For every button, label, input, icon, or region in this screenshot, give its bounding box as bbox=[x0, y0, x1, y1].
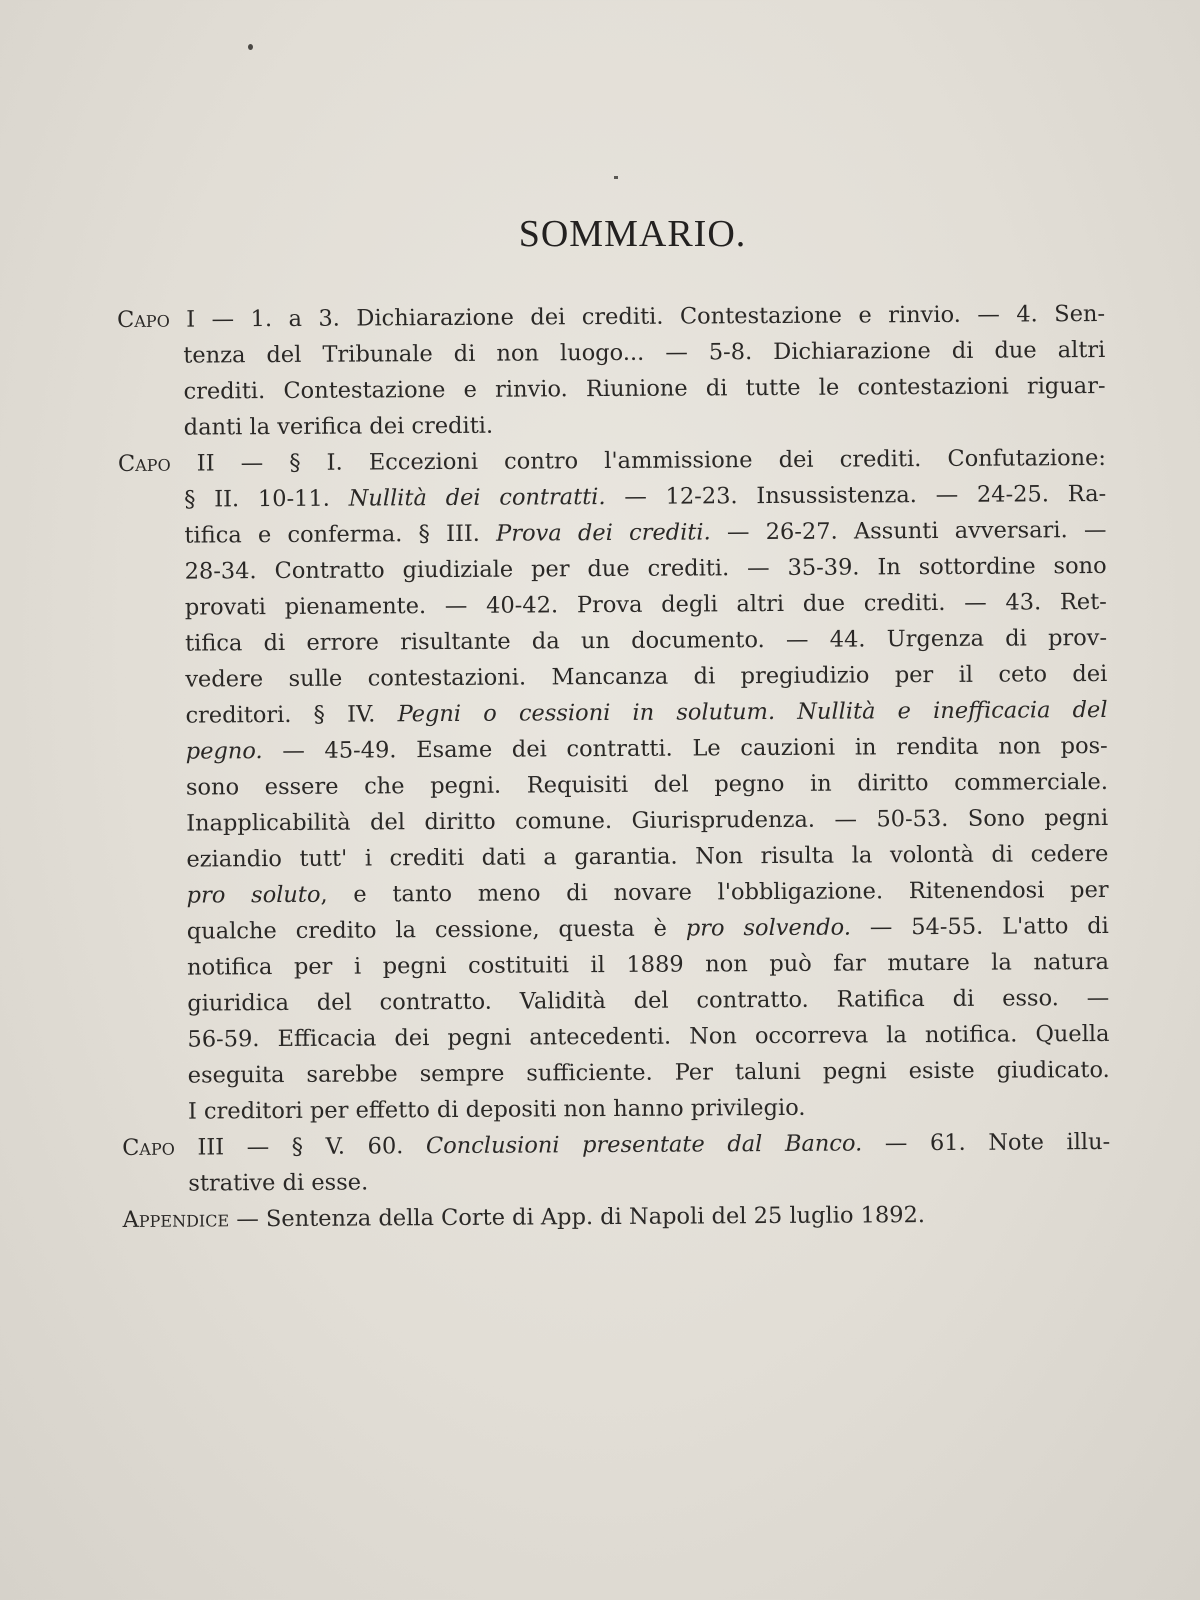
summary-text: — Sentenza della Corte di App. di Napoli del 25 luglio 1892. bbox=[229, 1202, 926, 1233]
summary-line bbox=[119, 656, 1107, 698]
summary-line bbox=[122, 1124, 1110, 1166]
summary-line bbox=[120, 764, 1108, 806]
summary-line bbox=[120, 836, 1108, 878]
summary-line bbox=[121, 908, 1109, 950]
summary-text: qualche credito la cessione, questa è bbox=[186, 915, 686, 945]
summary-text: eseguita sarebbe sempre sufficiente. Per taluni pegni esiste giudicato. bbox=[187, 1056, 1110, 1089]
italic-text: Prova dei crediti. bbox=[496, 519, 711, 547]
summary-text: § II. 10-11. bbox=[184, 485, 349, 513]
summary-text: sono essere che pegni. Requisiti del pegno in diritto commerciale. bbox=[185, 768, 1109, 801]
summary-text: notifica per i pegni costituiti il 1889 non può far mutare la natura bbox=[186, 948, 1110, 981]
summary-entry bbox=[118, 440, 1110, 1130]
italic-text: Pegni o cessioni in solutum. Nullità e inefficacia del bbox=[397, 696, 1108, 728]
page-title: SOMMARIO. bbox=[518, 213, 747, 255]
summary-text: danti la verifica dei crediti. bbox=[183, 412, 494, 441]
summary-line bbox=[121, 872, 1109, 914]
summary-text: creditori. § IV. bbox=[185, 701, 398, 729]
chapter-label: Appendice bbox=[122, 1206, 230, 1233]
italic-text: pegno. bbox=[185, 738, 263, 765]
summary-text: 56-59. Efficacia dei pegni antecedenti. Non occorreva la notifica. Quella bbox=[187, 1020, 1110, 1053]
ink-speck bbox=[248, 44, 253, 50]
summary-line bbox=[119, 548, 1107, 590]
summary-entry bbox=[117, 296, 1106, 446]
summary-text: — 12-23. Insussistenza. — 24-25. Ra- bbox=[605, 480, 1107, 511]
summary-line bbox=[122, 1052, 1110, 1094]
summary-line bbox=[117, 296, 1105, 338]
chapter-label: Capo bbox=[122, 1134, 175, 1161]
summary-text: — 26-27. Assunti avversari. — bbox=[710, 516, 1107, 546]
italic-text: Conclusioni presentate dal Banco. bbox=[425, 1130, 863, 1160]
chapter-label: Capo bbox=[117, 450, 171, 477]
summary-text: tifica di errore risultante da un documento. — 44. Urgenza di prov- bbox=[185, 624, 1108, 657]
summary-line bbox=[122, 1160, 1110, 1202]
summary-line bbox=[118, 512, 1106, 554]
summary-text: — 45-49. Esame dei contratti. Le cauzioni in rendita non pos- bbox=[262, 732, 1108, 765]
summary-text: giuridica del contratto. Validità del contratto. Ratifica di esso. — bbox=[187, 984, 1110, 1017]
summary-text: strative di esse. bbox=[188, 1169, 369, 1197]
summary-entry bbox=[122, 1124, 1110, 1202]
italic-text: Nullità dei contratti. bbox=[348, 484, 606, 512]
summary-line bbox=[120, 728, 1108, 770]
summary-text: crediti. Contestazione e rinvio. Riunione di tutte le contestazioni riguar- bbox=[183, 372, 1106, 405]
summary-text: tenza del Tribunale di non luogo... — 5-8. Dichiarazione di due altri bbox=[183, 336, 1106, 369]
summary-text: — 54-55. L'atto di bbox=[850, 912, 1109, 941]
chapter-label: Capo bbox=[117, 306, 170, 333]
summary-line bbox=[120, 800, 1108, 842]
summary-text: I creditori per effetto di depositi non hanno privilegio. bbox=[187, 1094, 806, 1125]
italic-text: pro solvendo. bbox=[685, 914, 852, 942]
summary-text: , e tanto meno di novare l'obbligazione. Ritenendosi per bbox=[320, 876, 1109, 908]
summary-line bbox=[118, 440, 1106, 482]
summary-text: eziandio tutt' i crediti dati a garantia. Non risulta la volontà di cedere bbox=[186, 840, 1109, 873]
summary-line bbox=[121, 1016, 1109, 1058]
summary-line bbox=[118, 476, 1106, 518]
summary-text: II — § I. Eccezioni contro l'ammissione dei crediti. Confutazione: bbox=[170, 444, 1107, 477]
summary-entry bbox=[122, 1196, 1110, 1238]
summary-line bbox=[117, 368, 1105, 410]
summary-text: vedere sulle contestazioni. Mancanza di pregiudizio per il ceto dei bbox=[185, 660, 1108, 693]
summary-text: tifica e conferma. § III. bbox=[184, 520, 497, 549]
summary-line bbox=[121, 944, 1109, 986]
summary-text: provati pienamente. — 40-42. Prova degli altri due crediti. — 43. Ret- bbox=[184, 588, 1107, 621]
summary-line bbox=[119, 620, 1107, 662]
summary-text: I — 1. a 3. Dichiarazione dei crediti. Contestazione e rinvio. — 4. Sen- bbox=[169, 300, 1106, 333]
ink-speck bbox=[614, 176, 618, 179]
summary-line bbox=[119, 584, 1107, 626]
summary-text: Inapplicabilità del diritto comune. Giurisprudenza. — 50-53. Sono pegni bbox=[186, 804, 1109, 837]
summary-line bbox=[118, 404, 1106, 446]
summary-line bbox=[117, 332, 1105, 374]
summary-text: III — § V. 60. bbox=[174, 1133, 427, 1161]
summary-body bbox=[117, 296, 1111, 1238]
summary-text: 28-34. Contratto giudiziale per due crediti. — 35-39. In sottordine sono bbox=[184, 552, 1107, 585]
summary-line bbox=[121, 980, 1109, 1022]
italic-text: pro soluto bbox=[186, 881, 321, 909]
summary-line bbox=[119, 692, 1107, 734]
summary-text: — 61. Note illu- bbox=[862, 1128, 1111, 1157]
summary-line bbox=[122, 1196, 1110, 1238]
summary-line bbox=[122, 1088, 1110, 1130]
